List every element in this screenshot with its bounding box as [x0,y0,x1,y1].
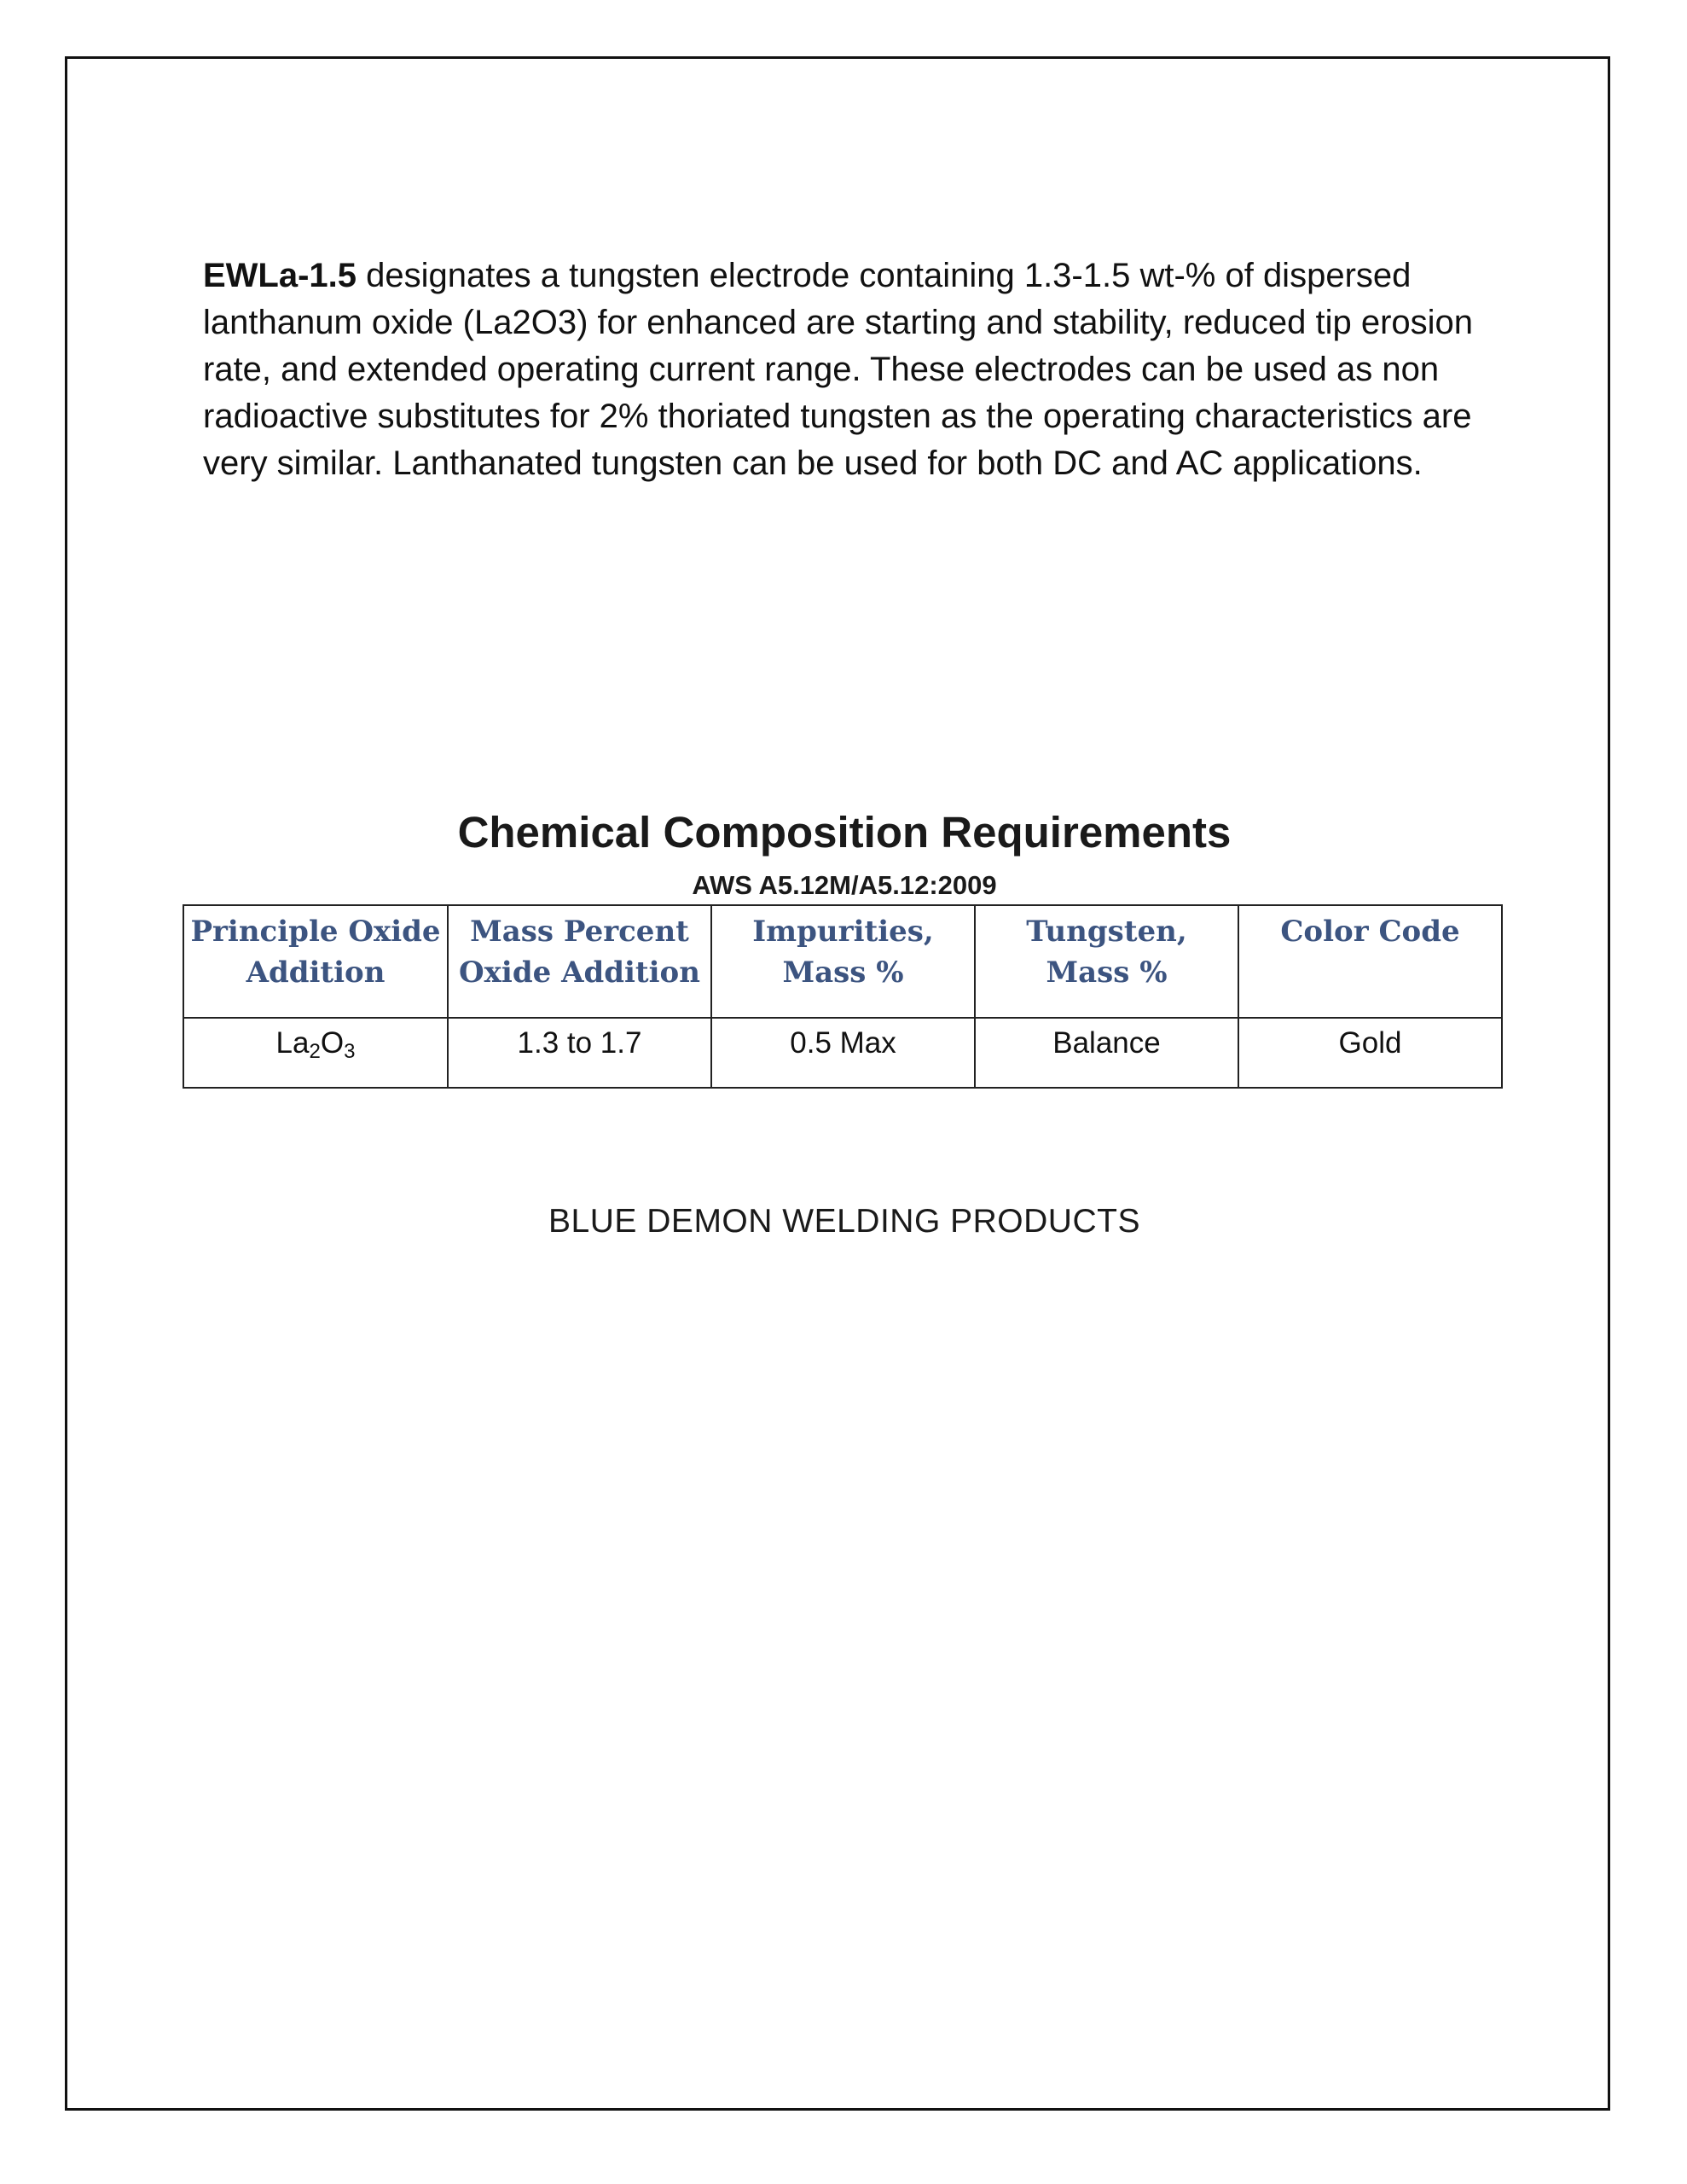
cell-mass-percent: 1.3 to 1.7 [448,1018,711,1088]
header-color-code [1238,905,1502,1018]
table-row [183,1018,1502,1088]
standard-reference: AWS A5.12M/A5.12:2009 [692,870,997,900]
formula-subscript: 3 [344,1040,356,1063]
formula-subscript: 2 [309,1040,321,1063]
header-line: Color Code [1280,915,1460,949]
header-principle-oxide [183,905,448,1018]
cell-tungsten: Balance [975,1018,1238,1088]
header-line: Oxide Addition [459,956,700,990]
header-mass-percent [448,905,711,1018]
header-line: Addition [246,956,386,990]
composition-table [183,904,1503,1089]
product-designation: EWLa-1.5 [203,257,357,294]
formula-part: La [275,1026,310,1060]
cell-oxide-formula [183,1018,448,1088]
formula-part: O [320,1026,345,1060]
header-line: Mass Percent [470,915,689,949]
header-line: Mass % [782,956,904,990]
cell-color-code: Gold [1238,1018,1502,1088]
header-line: Principle Oxide [190,915,441,949]
section-title: Chemical Composition Requirements [457,808,1232,857]
header-line: Tungsten, [1026,915,1187,949]
header-line: Mass % [1046,956,1168,990]
intro-paragraph [203,253,1482,487]
header-line: Impurities, [752,915,934,949]
header-impurities [711,905,975,1018]
intro-body: designates a tungsten electrode containing 1.3-1.5 wt-% of dispersed lanthanum oxide (La2O3) for enhanced are starting and stability, reduced tip erosion rate, and extended operating current range. These electrodes can be used as non radioactive substitutes for 2% thoriated tungsten as the operating characteristics are very similar. Lanthanated tungsten can be used for both DC and AC applications. [203,257,1474,482]
company-name: BLUE DEMON WELDING PRODUCTS [548,1203,1140,1240]
header-tungsten [975,905,1238,1018]
cell-impurities: 0.5 Max [711,1018,975,1088]
table-header-row [183,905,1502,1018]
